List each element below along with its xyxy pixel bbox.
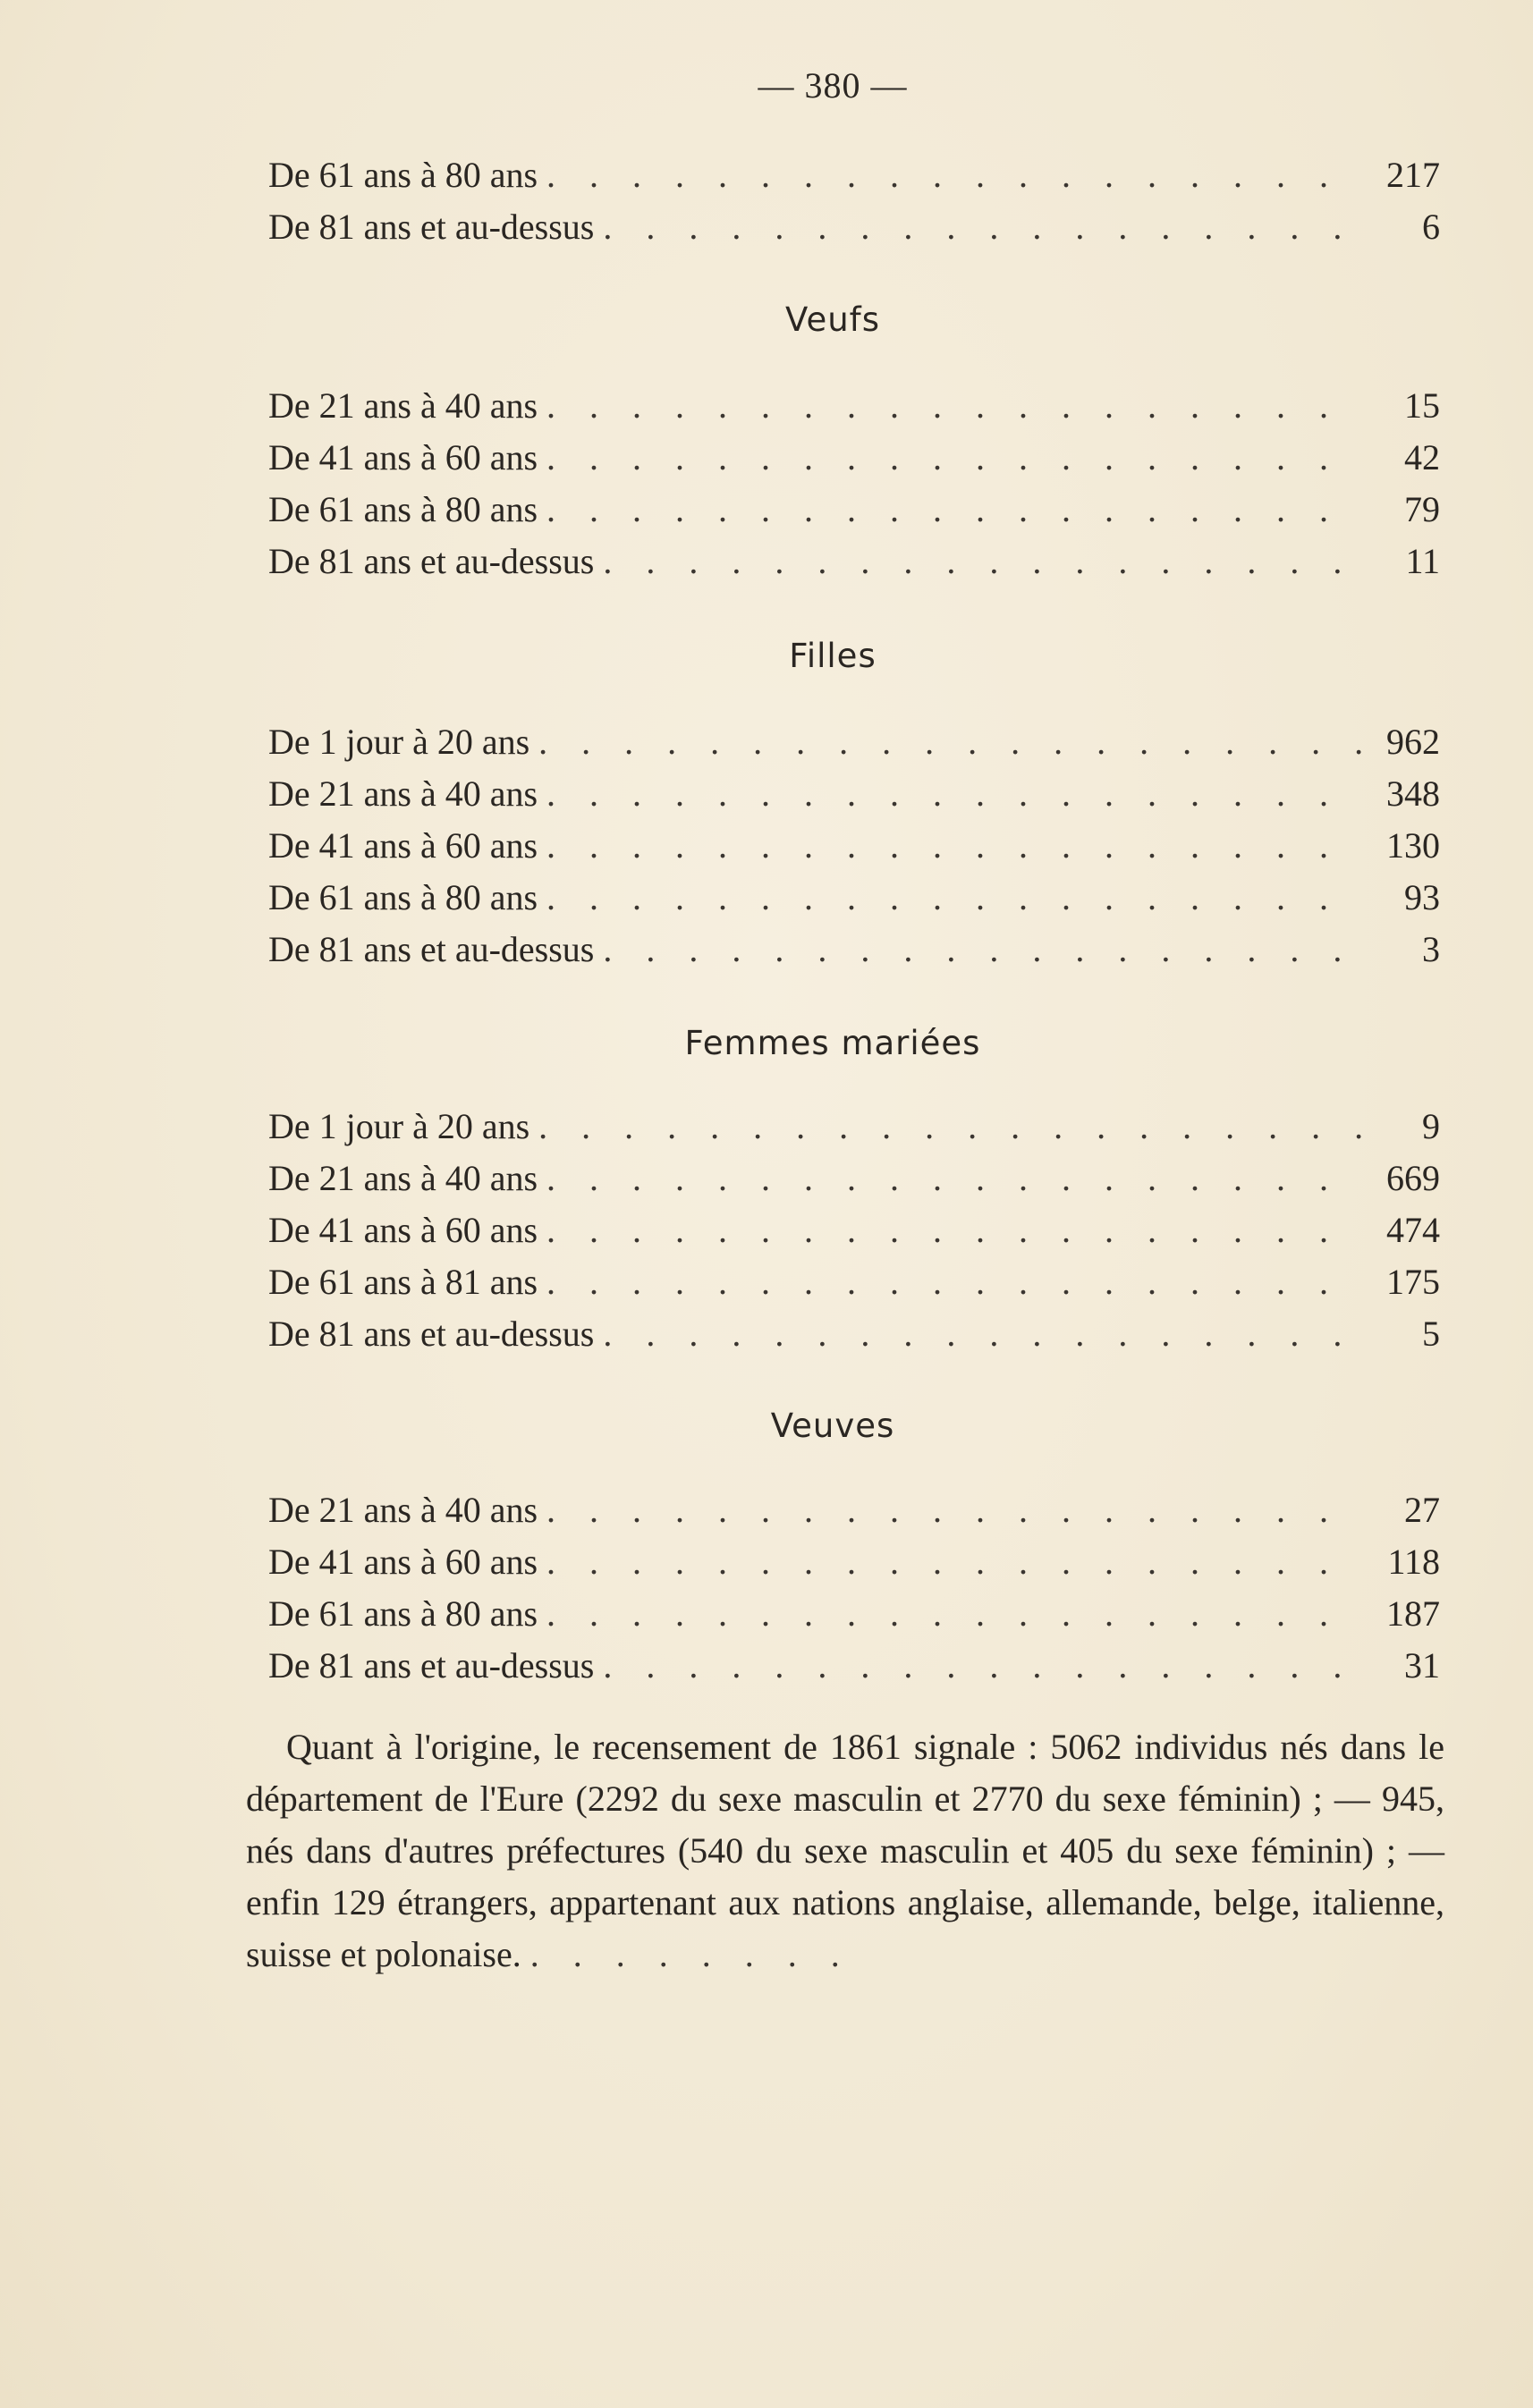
row-label: De 81 ans et au-dessus	[268, 929, 595, 969]
row-label: De 21 ans à 40 ans	[268, 1490, 538, 1530]
row-label: De 61 ans à 80 ans	[268, 489, 538, 529]
row-value: 79	[1404, 489, 1440, 529]
row-label: De 81 ans et au-dessus	[268, 1314, 595, 1354]
table-row	[268, 1489, 1440, 1541]
table-row	[268, 1209, 1440, 1261]
table-row	[268, 1157, 1440, 1209]
row-label: De 81 ans et au-dessus	[268, 1645, 595, 1686]
row-value: 474	[1386, 1210, 1440, 1250]
table-row	[268, 1105, 1440, 1157]
leader-dots	[538, 436, 1361, 478]
leader-dots	[529, 721, 1361, 763]
leader-dots	[538, 1157, 1361, 1199]
row-value: 9	[1422, 1106, 1440, 1146]
row-label: De 21 ans à 40 ans	[268, 773, 538, 814]
leader-dots	[538, 1489, 1361, 1531]
row-value: 217	[1386, 155, 1440, 195]
row-label: De 41 ans à 60 ans	[268, 1210, 538, 1250]
row-value: 3	[1422, 929, 1440, 969]
leader-dots	[538, 154, 1361, 196]
row-value: 15	[1404, 385, 1440, 426]
table-row	[268, 384, 1440, 436]
row-value: 118	[1387, 1542, 1440, 1582]
row-label: De 81 ans et au-dessus	[268, 541, 595, 581]
table-row	[268, 824, 1440, 876]
table-row	[268, 721, 1440, 773]
leader-dots	[594, 540, 1361, 582]
leader-dots	[529, 1105, 1361, 1147]
row-label: De 61 ans à 80 ans	[268, 155, 538, 195]
row-label: De 41 ans à 60 ans	[268, 437, 538, 477]
table-row	[268, 1261, 1440, 1313]
row-value: 130	[1386, 825, 1440, 866]
leader-dots	[538, 1593, 1361, 1635]
section-heading-femmes-mariees: Femmes mariées	[684, 1024, 981, 1062]
row-value: 187	[1386, 1593, 1440, 1634]
row-label: De 61 ans à 80 ans	[268, 877, 538, 917]
row-value: 962	[1386, 722, 1440, 762]
row-label: De 21 ans à 40 ans	[268, 1158, 538, 1198]
table-row	[268, 206, 1440, 258]
row-label: De 1 jour à 20 ans	[268, 722, 530, 762]
leader-dots	[538, 1541, 1361, 1583]
body-paragraph	[246, 1721, 1444, 1981]
table-row	[268, 1644, 1440, 1696]
leader-dots	[538, 384, 1361, 427]
row-value: 31	[1404, 1645, 1440, 1686]
section-heading-veuves: Veuves	[770, 1407, 895, 1445]
table-row	[268, 436, 1440, 488]
leader-dots	[538, 876, 1361, 918]
row-label: De 61 ans à 80 ans	[268, 1593, 538, 1634]
row-value: 5	[1422, 1314, 1440, 1354]
leader-dots	[538, 1209, 1361, 1251]
row-value: 42	[1404, 437, 1440, 477]
row-label: De 61 ans à 81 ans	[268, 1262, 538, 1302]
row-value: 27	[1404, 1490, 1440, 1530]
row-value: 93	[1404, 877, 1440, 917]
row-label: De 41 ans à 60 ans	[268, 1542, 538, 1582]
row-value: 11	[1405, 541, 1440, 581]
leader-dots	[594, 206, 1361, 248]
table-row	[268, 1313, 1440, 1365]
paragraph-text	[246, 1721, 1444, 1981]
row-label: De 21 ans à 40 ans	[268, 385, 538, 426]
leader-dots	[594, 1313, 1361, 1355]
row-label: De 41 ans à 60 ans	[268, 825, 538, 866]
trailing-dots: . . . . . . . .	[529, 1934, 852, 1974]
section-heading-veufs: Veufs	[785, 300, 880, 339]
table-row	[268, 540, 1440, 592]
leader-dots	[538, 488, 1361, 530]
table-row	[268, 928, 1440, 980]
leader-dots	[538, 1261, 1361, 1303]
table-row	[268, 1593, 1440, 1644]
table-row	[268, 876, 1440, 928]
table-row	[268, 154, 1440, 206]
leader-dots	[594, 1644, 1361, 1686]
row-value: 6	[1422, 207, 1440, 247]
leader-dots	[538, 773, 1361, 815]
table-row	[268, 1541, 1440, 1593]
paragraph-body: Quant à l'origine, le recensement de 1861 signale : 5062 individus nés dans le département de l'Eure (2292 du sexe masculin et 2770 du sexe féminin) ; — 945, nés dans d'autres préfectures (540 du sexe masculin et 405 du sexe féminin) ; — enfin 129 étrangers, appartenant aux nations anglaise, allemande, belge, italienne, suisse et polonaise.	[246, 1727, 1444, 1974]
row-label: De 81 ans et au-dessus	[268, 207, 595, 247]
row-label: De 1 jour à 20 ans	[268, 1106, 530, 1146]
table-row	[268, 773, 1440, 824]
row-value: 175	[1386, 1262, 1440, 1302]
table-row	[268, 488, 1440, 540]
page-number: — 380 —	[758, 65, 908, 106]
leader-dots	[538, 824, 1361, 866]
row-value: 669	[1386, 1158, 1440, 1198]
section-heading-filles: Filles	[789, 637, 877, 675]
row-value: 348	[1386, 773, 1440, 814]
leader-dots	[594, 928, 1361, 970]
